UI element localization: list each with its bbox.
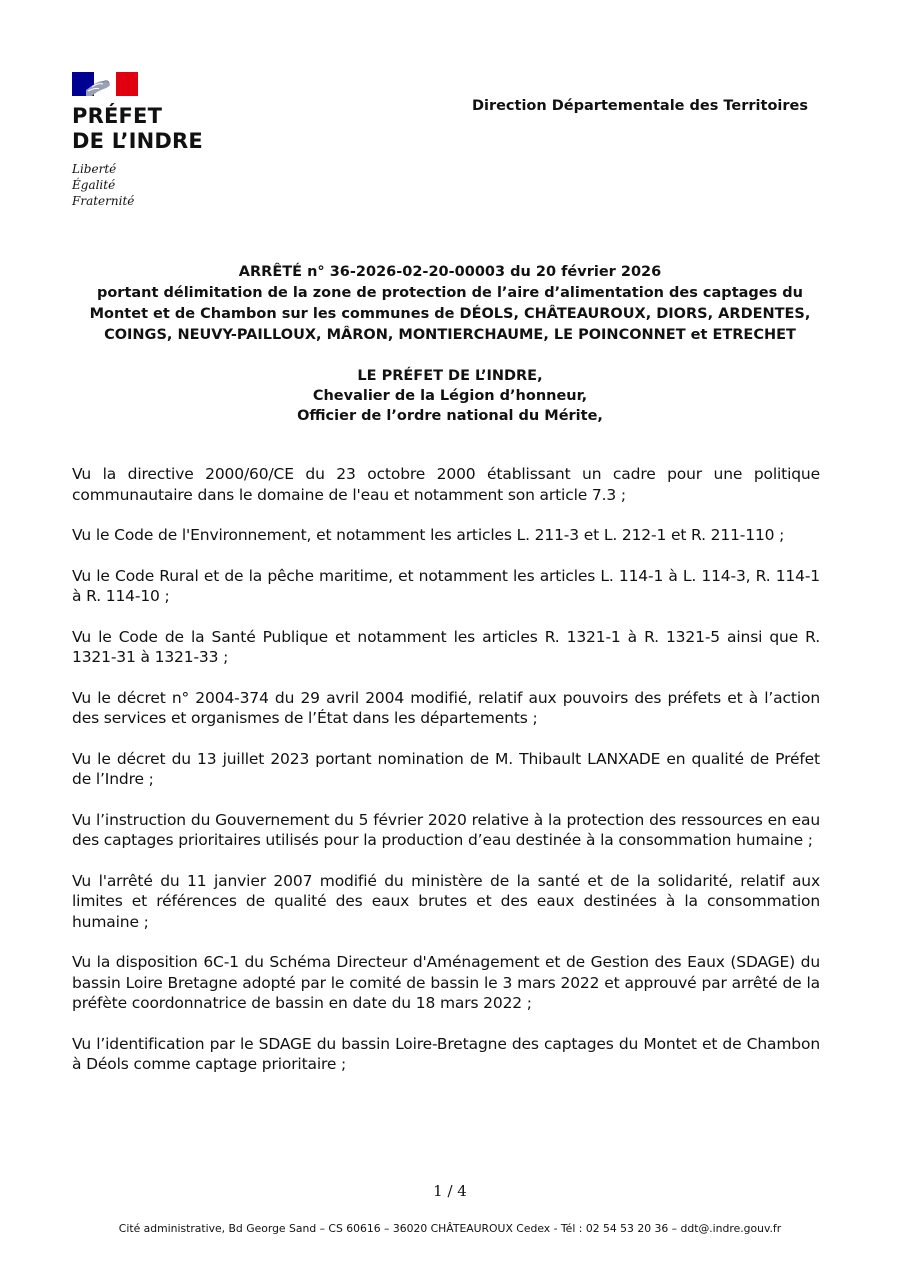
prefet-line: Officier de l’ordre national du Mérite, [297,408,603,424]
visa-paragraph: Vu le décret n° 2004-374 du 29 avril 2004 modifié, relatif aux pouvoirs des préfets et à l’action des services et organismes de l’État dans les départements ; [72,688,820,727]
marianne-flag-icon [72,72,138,96]
title-line: COINGS, NEUVY-PAILLOUX, MÂRON, MONTIERCHAUME, LE POINCONNET et ETRECHET [104,327,796,343]
title-line: portant délimitation de la zone de protection de l’aire d’alimentation des captages du [96,285,804,301]
visa-paragraph: Vu le Code de la Santé Publique et notamment les articles R. 1321-1 à R. 1321-5 ainsi que R. 1321-31 à 1321-33 ; [72,627,820,666]
visa-paragraph: Vu le Code Rural et de la pêche maritime, et notamment les articles L. 114-1 à L. 114-3, R. 114-1 à R. 114-10 ; [72,566,820,605]
prefet-line: LE PRÉFET DE L’INDRE, [357,368,543,384]
arrete-title [72,262,828,346]
page-number: 1 / 4 [433,1182,467,1200]
motto-line: Fraternité [72,194,135,208]
title-line: Montet et de Chambon sur les communes de DÉOLS, CHÂTEAUROUX, DIORS, ARDENTES, [89,306,811,322]
footer-address: Cité administrative, Bd George Sand – CS 60616 – 36020 CHÂTEAUROUX Cedex - Tél : 02 54 53 20 36 – ddt@.indre.gouv.fr [118,1222,782,1235]
visa-paragraph: Vu la disposition 6C-1 du Schéma Directeur d'Aménagement et de Gestion des Eaux (SDAGE) du bassin Loire Bretagne adopté par le comité de bassin le 3 mars 2022 et approuvé par arrêté de la préfète coordonnatrice de bassin en date du 18 mars 2022 ; [72,953,820,1012]
prefet-line: Chevalier de la Légion d’honneur, [312,388,588,404]
visa-paragraph: Vu l’identification par le SDAGE du bassin Loire-Bretagne des captages du Montet et de Chambon à Déols comme captage prioritaire ; [72,1034,820,1073]
motto-line: Liberté [72,162,117,176]
logo-title-line: PRÉFET [72,104,163,128]
logo-title-line: DE L’INDRE [72,129,203,153]
direction-header: Direction Départementale des Territoires [471,98,808,114]
motto-line: Égalité [72,178,116,192]
motto [72,161,242,209]
logo-title [72,104,242,154]
prefecture-logo [72,72,242,209]
title-line: ARRÊTÉ n° 36-2026-02-20-00003 du 20 février 2026 [238,264,662,280]
visa-paragraph: Vu le décret du 13 juillet 2023 portant nomination de M. Thibault LANXADE en qualité de Préfet de l’Indre ; [72,749,820,788]
visa-paragraph: Vu l'arrêté du 11 janvier 2007 modifié du ministère de la santé et de la solidarité, relatif aux limites et références de qualité des eaux brutes et des eaux destinées à la consommation humaine ; [72,871,820,931]
prefet-titles [72,366,828,426]
visa-paragraph: Vu le Code de l'Environnement, et notamment les articles L. 211-3 et L. 212-1 et R. 211-110 ; [72,526,785,544]
visa-paragraph: Vu l’instruction du Gouvernement du 5 février 2020 relative à la protection des ressources en eau des captages prioritaires utilisés pour la production d’eau destinée à la consommation humaine ; [72,810,820,849]
visa-paragraph: Vu la directive 2000/60/CE du 23 octobre 2000 établissant un cadre pour une politique communautaire dans le domaine de l'eau et notamment son article 7.3 ; [72,465,820,504]
visas-list [72,464,820,1095]
